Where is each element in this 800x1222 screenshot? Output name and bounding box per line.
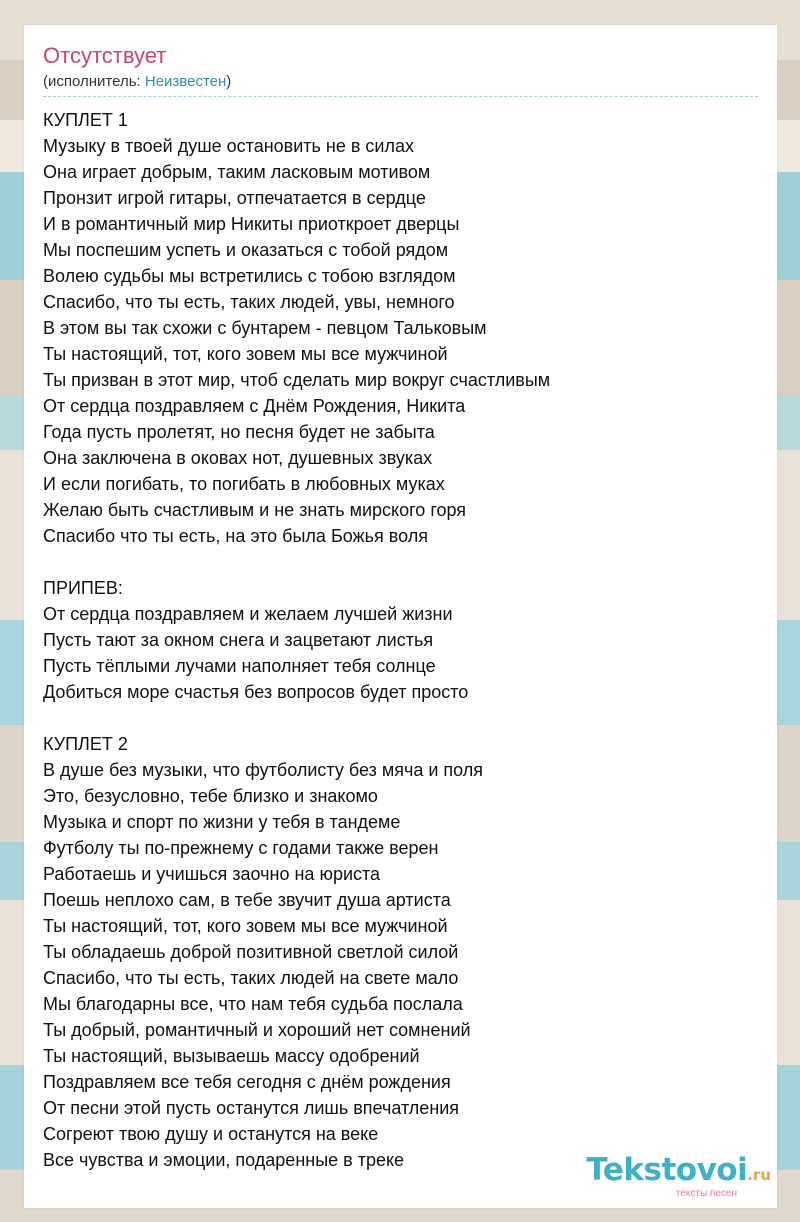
logo-wordmark	[586, 1154, 771, 1191]
artist-prefix: (исполнитель:	[43, 73, 145, 90]
lyrics-text	[43, 107, 759, 1173]
lyric-line: КУПЛЕТ 1	[43, 110, 128, 130]
artist-link[interactable]: Неизвестен	[144, 73, 227, 90]
lyric-line: Года пусть пролетят, но песня будет не забыта	[43, 422, 435, 442]
lyric-line: Ты призван в этот мир, чтоб сделать мир вокруг счастливым	[43, 370, 551, 390]
stanza-break	[43, 705, 759, 731]
lyric-line: Мы благодарны все, что нам тебя судьба послала	[43, 994, 463, 1014]
lyric-line: ПРИПЕВ:	[43, 578, 123, 598]
lyric-line: КУПЛЕТ 2	[43, 734, 128, 754]
dashed-divider	[43, 96, 758, 97]
lyric-line: Пусть тёплыми лучами наполняет тебя солнце	[43, 656, 436, 676]
artist-suffix: )	[226, 73, 232, 90]
lyric-line: Добиться море счастья без вопросов будет просто	[43, 682, 469, 702]
lyric-line: Ты настоящий, тот, кого зовем мы все мужчиной	[43, 344, 448, 364]
lyric-line: Музыку в твоей душе остановить не в силах	[43, 136, 415, 156]
lyric-line: Она заключена в оковах нот, душевных звуках	[43, 448, 433, 468]
lyric-line: И если погибать, то погибать в любовных муках	[43, 474, 445, 494]
logo-name: Tekstovoi	[586, 1152, 748, 1188]
lyric-line: Желаю быть счастливым и не знать мирского горя	[43, 500, 467, 520]
lyric-line: Спасибо, что ты есть, таких людей, увы, немного	[43, 292, 455, 312]
logo-tagline: тексты песен	[675, 1188, 737, 1199]
lyric-line: Спасибо, что ты есть, таких людей на свете мало	[43, 968, 459, 988]
lyric-line: В душе без музыки, что футболисту без мяча и поля	[43, 760, 484, 780]
lyric-line: Пусть тают за окном снега и зацветают листья	[43, 630, 434, 650]
lyric-line: От сердца поздравляем и желаем лучшей жизни	[43, 604, 453, 624]
lyric-line: Музыка и спорт по жизни у тебя в тандеме	[43, 812, 401, 832]
lyric-line: Работаешь и учишься заочно на юриста	[43, 864, 381, 884]
lyric-line: Ты добрый, романтичный и хороший нет сомнений	[43, 1020, 471, 1040]
lyric-line: Ты обладаешь доброй позитивной светлой силой	[43, 942, 459, 962]
lyric-line: От сердца поздравляем с Днём Рождения, Никита	[43, 396, 466, 416]
lyric-line: Это, безусловно, тебе близко и знакомо	[43, 786, 378, 806]
lyric-line: Футболу ты по-прежнему с годами также верен	[43, 838, 439, 858]
lyric-line: Она играет добрым, таким ласковым мотивом	[43, 162, 431, 182]
lyric-line: Поздравляем все тебя сегодня с днём рождения	[43, 1072, 451, 1092]
song-title: Отсутствует	[43, 43, 167, 68]
lyric-line: И в романтичный мир Никиты приоткроет дверцы	[43, 214, 460, 234]
lyric-line: В этом вы так схожи с бунтарем - певцом Тальковым	[43, 318, 487, 338]
stanza-break	[43, 549, 759, 575]
site-logo[interactable]	[586, 1154, 771, 1200]
lyric-line: От песни этой пусть останутся лишь впечатления	[43, 1098, 460, 1118]
logo-tld: .ru	[747, 1166, 771, 1184]
lyric-line: Спасибо что ты есть, на это была Божья воля	[43, 526, 428, 546]
lyric-line: Согреют твою душу и останутся на веке	[43, 1124, 379, 1144]
artist-line	[43, 72, 759, 92]
lyric-line: Ты настоящий, вызываешь массу одобрений	[43, 1046, 420, 1066]
lyric-line: Ты настоящий, тот, кого зовем мы все мужчиной	[43, 916, 448, 936]
lyrics-page	[24, 25, 777, 1208]
lyric-line: Пронзит игрой гитары, отпечатается в сердце	[43, 188, 426, 208]
lyric-line: Поешь неплохо сам, в тебе звучит душа артиста	[43, 890, 451, 910]
lyric-line: Мы поспешим успеть и оказаться с тобой рядом	[43, 240, 449, 260]
lyric-line: Все чувства и эмоции, подаренные в треке	[43, 1150, 405, 1170]
lyric-line: Волею судьбы мы встретились с тобою взглядом	[43, 266, 456, 286]
